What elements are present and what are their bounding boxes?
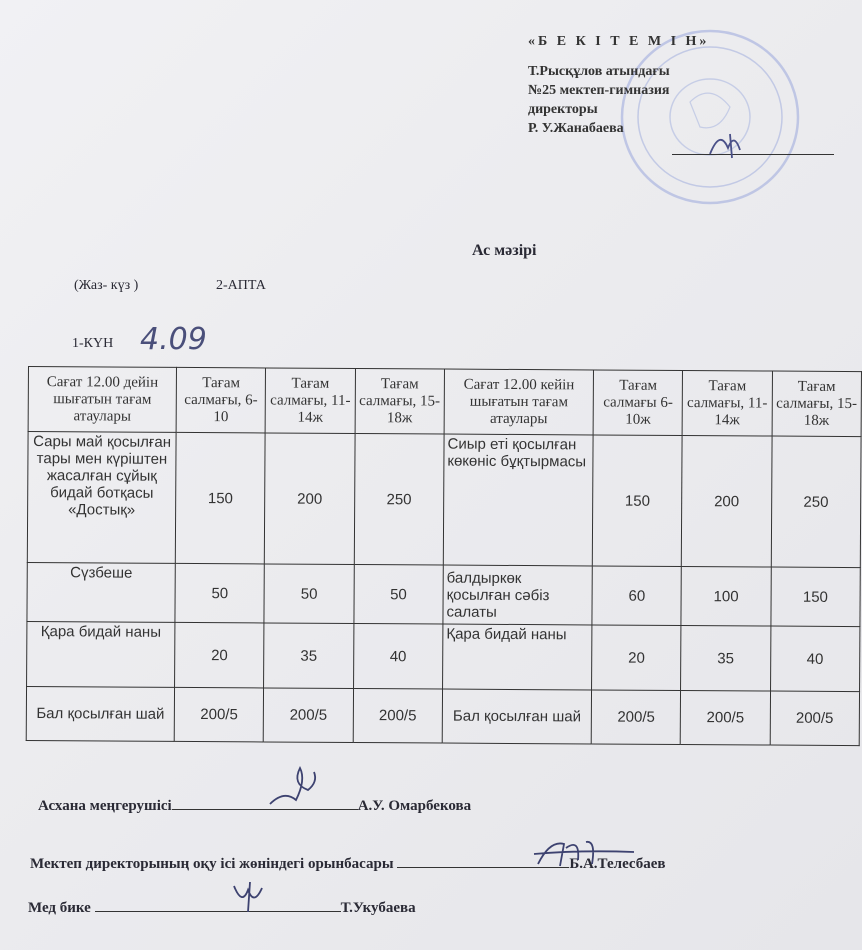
approval-line-2: №25 мектеп-гимназия [528, 83, 670, 98]
weight-cell: 50 [175, 563, 265, 623]
weight-cell: 50 [354, 564, 444, 624]
weight-cell: 200/5 [353, 688, 443, 743]
week-label: 2-АПТА [216, 278, 266, 293]
approval-line-4: Р. У.Жанабаева [528, 121, 624, 136]
weight-cell: 60 [592, 566, 681, 626]
header-cell: Тағам салмағы 6-10ж [593, 370, 682, 436]
nurse-signature-block [28, 900, 416, 917]
weight-cell: 40 [353, 623, 443, 689]
header-cell: Тағам салмағы, 15-18ж [772, 371, 862, 437]
weight-cell: 150 [593, 435, 683, 567]
table-row [26, 686, 859, 745]
nurse-label: Мед бике [28, 900, 91, 916]
nurse-name: Т.Укубаева [340, 900, 416, 916]
weight-cell: 250 [771, 436, 861, 568]
weight-cell: 100 [681, 566, 771, 626]
header-cell: Тағам салмағы, 11-14ж [682, 370, 772, 436]
weight-cell: 20 [592, 625, 681, 691]
canteen-manager-label: Асхана меңгерушісі [38, 798, 172, 814]
table-header-row [28, 367, 861, 437]
weight-cell: 35 [264, 623, 354, 689]
header-cell: Тағам салмағы, 15-18ж [355, 368, 445, 434]
dish-name-cell: Сүзбеше [27, 562, 175, 622]
table-row [27, 432, 861, 568]
weight-cell: 150 [771, 567, 861, 627]
weight-cell: 200/5 [770, 691, 860, 746]
deputy-signature [530, 830, 640, 874]
weight-cell: 200 [265, 433, 355, 565]
weight-cell: 250 [354, 433, 444, 565]
signature-line [95, 911, 341, 912]
dish-name-cell: Бал қосылған шай [26, 686, 174, 741]
weight-cell: 35 [681, 625, 771, 691]
weight-cell: 200 [682, 435, 772, 567]
weight-cell: 20 [175, 622, 265, 688]
handwritten-date: 4.09 [140, 322, 207, 357]
approval-line-3: директоры [528, 102, 598, 117]
season-label: (Жаз- күз ) [74, 278, 139, 293]
weight-cell: 200/5 [591, 690, 680, 745]
nurse-signature [228, 876, 278, 916]
table-row [27, 621, 860, 691]
deputy-director-name: Б.А.Телесбаев [569, 856, 666, 872]
dish-name-cell: Қара бидай наны [27, 621, 175, 687]
header-cell: Тағам салмағы, 6-10 [176, 367, 266, 433]
header-cell: Сағат 12.00 кейін шығатын тағам атаулары [444, 369, 594, 435]
menu-table [26, 366, 862, 746]
canteen-manager-name: А.У. Омарбекова [357, 798, 472, 814]
day-label: 1-КҮН [72, 336, 114, 351]
header-cell: Сағат 12.00 дейін шығатын тағам атаулары [28, 367, 176, 433]
deputy-director-label: Мектеп директорының оқу ісі жөніндегі орынбасары [30, 856, 394, 872]
director-signature [700, 124, 760, 164]
weight-cell: 200/5 [264, 688, 354, 743]
official-stamp [600, 22, 800, 212]
dish-name-cell: балдыркөк қосылған сәбіз салаты [443, 565, 593, 625]
weight-cell: 200/5 [680, 690, 770, 745]
table-row [27, 562, 860, 626]
weight-cell: 40 [770, 626, 860, 692]
dish-name-cell: Қара бидай наны [443, 624, 593, 690]
weight-cell: 200/5 [174, 687, 264, 742]
canteen-signature [262, 760, 332, 812]
approval-title: «Б Е К І Т Е М І Н» [528, 34, 710, 49]
menu-title: Ас мәзірі [472, 242, 537, 259]
weight-cell: 50 [264, 564, 354, 624]
canteen-signature-block [38, 798, 471, 815]
dish-name-cell: Сары май қосылған тары мен күріштен жасалған сұйық бидай ботқасы «Достық» [27, 432, 176, 564]
dish-name-cell: Сиыр еті қосылған көкөніс бұқтырмасы [443, 434, 593, 566]
dish-name-cell: Бал қосылған шай [442, 689, 592, 744]
weight-cell: 150 [175, 432, 265, 564]
approval-line-1: Т.Рысқұлов атындағы [528, 64, 670, 79]
header-cell: Тағам салмағы, 11-14ж [265, 368, 355, 434]
